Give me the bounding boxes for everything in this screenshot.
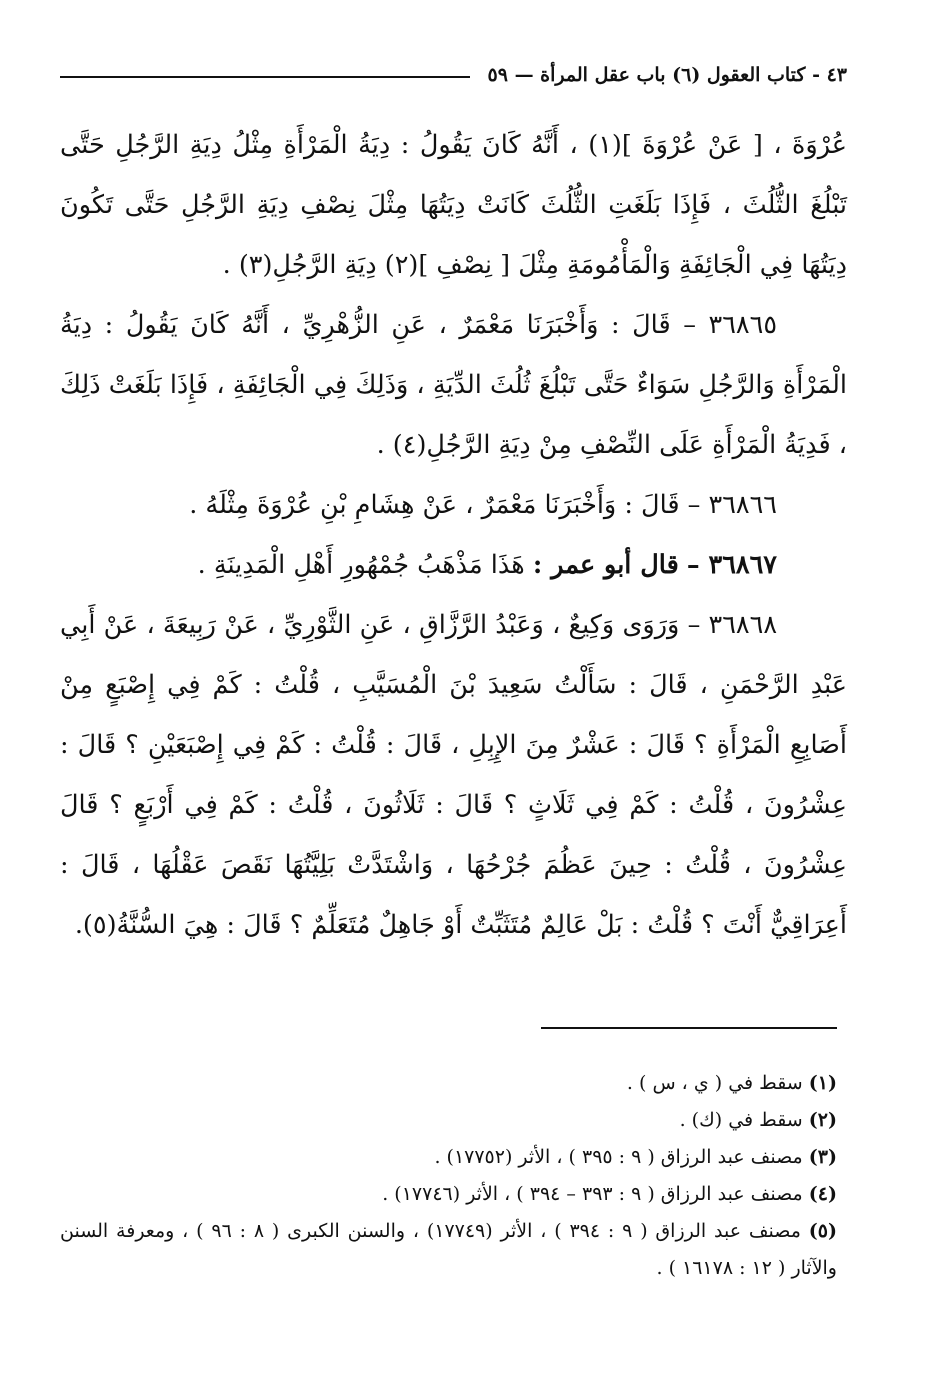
paragraph-continuation [60,115,847,295]
paragraph-text: هَذَا مَذْهَبُ جُمْهُورِ أَهْلِ الْمَدِينَةِ . [197,550,525,580]
footnote-number: (٣) [808,1146,837,1168]
footnotes [60,1065,837,1287]
paragraph-number: ٣٦٨٦٥ – [683,310,778,340]
paragraph-36866 [60,475,847,535]
footnote-text: سقط في (ك) . [679,1109,803,1131]
footnote [60,1213,837,1287]
running-header-title: ٤٣ - كتاب العقول (٦) باب عقل المرأة — ٥٩ [487,64,847,86]
footnote-text: مصنف عبد الرزاق ( ٩ : ٣٩٤ ) ، الأثر (١٧٧٤٩) ، والسنن الكبرى ( ٨ : ٩٦ ) ، ومعرفة السنن والآثار ( ١٢ : ١٦١٧٨ ) . [60,1220,837,1279]
footnote-text: مصنف عبد الرزاق ( ٩ : ٣٩٥ ) ، الأثر (١٧٧٥٢) . [434,1146,803,1168]
footnote [60,1139,837,1176]
footnote [60,1102,837,1139]
paragraph-36868 [60,595,847,955]
paragraph-text: قَالَ : وَأَخْبَرَنَا مَعْمَرٌ ، عَنْ هِشَامِ بْنِ عُرْوَةَ مِثْلَهُ . [189,490,680,520]
header-rule [60,76,470,78]
footnote-number: (١) [808,1072,837,1094]
paragraph-number: ٣٦٨٦٧ – [686,550,777,580]
paragraph-text: وَرَوَى وَكِيعٌ ، وَعَبْدُ الرَّزَّاقِ ، عَنِ الثَّوْرِيِّ ، عَنْ رَبِيعَةَ ، عَنْ أَبِي عَبْدِ الرَّحْمَنِ ، قَالَ : سَأَلْتُ سَعِيدَ بْنَ الْمُسَيَّبِ ، قُلْتُ : كَمْ فِي إِصْبَعٍ مِنْ أَصَابِعِ الْمَرْأَةِ ؟ قَالَ : عَشْرٌ مِنَ الإِبِلِ ، قَالَ : قُلْتُ : كَمْ فِي إِصْبَعَيْنِ ؟ قَالَ : عِشْرُونَ ، قُلْتُ : كَمْ فِي ثَلَاثٍ ؟ قَالَ : ثَلَاثُونَ ، قُلْتُ : كَمْ فِي أَرْبَعٍ ؟ قَالَ عِشْرُونَ ، قُلْتُ : حِينَ عَظُمَ جُرْحُهَا ، وَاشْتَدَّتْ بَلِيَّتُهَا نَقَصَ عَقْلُهَا ، قَالَ : أَعِرَاقِيٌّ أَنْتَ ؟ قُلْتُ : بَلْ عَالِمٌ مُتَثَبِّتٌ أَوْ جَاهِلٌ مُتَعَلِّمٌ ؟ قَالَ : هِيَ السُّنَّةُ(٥). [60,610,847,940]
paragraph-number: ٣٦٨٦٦ – [687,490,777,520]
footnote-number: (٢) [808,1109,837,1131]
footnote [60,1176,837,1213]
footnote-text: مصنف عبد الرزاق ( ٩ : ٣٩٣ – ٣٩٤ ) ، الأثر (١٧٧٤٦) . [382,1183,803,1205]
paragraph-text: قَالَ : وَأَخْبَرَنَا مَعْمَرٌ ، عَنِ الزُّهْرِيِّ ، أَنَّهُ كَانَ يَقُولُ : دِيَةُ الْمَرْأَةِ وَالرَّجُلِ سَوَاءٌ حَتَّى تَبْلُغَ ثُلُثَ الدِّيَةِ ، وَذَلِكَ فِي الْجَائِفَةِ ، فَإِذَا بَلَغَتْ ذَلِكَ ، فَدِيَةُ الْمَرْأَةِ عَلَى النِّصْفِ مِنْ دِيَةِ الرَّجُلِ(٤) . [60,310,847,460]
paragraph-text: عُرْوَةَ ، [ عَنْ عُرْوَةَ ](١) ، أَنَّهُ كَانَ يَقُولُ : دِيَةُ الْمَرْأَةِ مِثْلُ دِيَةِ الرَّجُلِ حَتَّى تَبْلُغَ الثُّلُثَ ، فَإِذَا بَلَغَتِ الثُّلُثَ كَانَتْ دِيَتُهَا مِثْلَ نِصْفِ دِيَةِ الرَّجُلِ حَتَّى تَكُونَ دِيَتُهَا فِي الْجَائِفَةِ وَالْمَأْمُومَةِ مِثْلَ [ نِصْفِ ](٢) دِيَةِ الرَّجُلِ(٣) . [60,130,848,280]
main-text [60,115,847,955]
footnote-number: (٥) [808,1220,838,1242]
paragraph-number: ٣٦٨٦٨ – [687,610,778,640]
footnote-text: سقط في ( ي ، س ) . [626,1072,803,1094]
paragraph-speaker: قال أبو عمر : [532,550,679,580]
paragraph-36865 [60,295,847,475]
paragraph-36867 [60,535,847,595]
footnote-separator [541,1027,837,1029]
running-header [60,52,847,86]
footnote-number: (٤) [808,1183,837,1205]
footnote [60,1065,837,1102]
